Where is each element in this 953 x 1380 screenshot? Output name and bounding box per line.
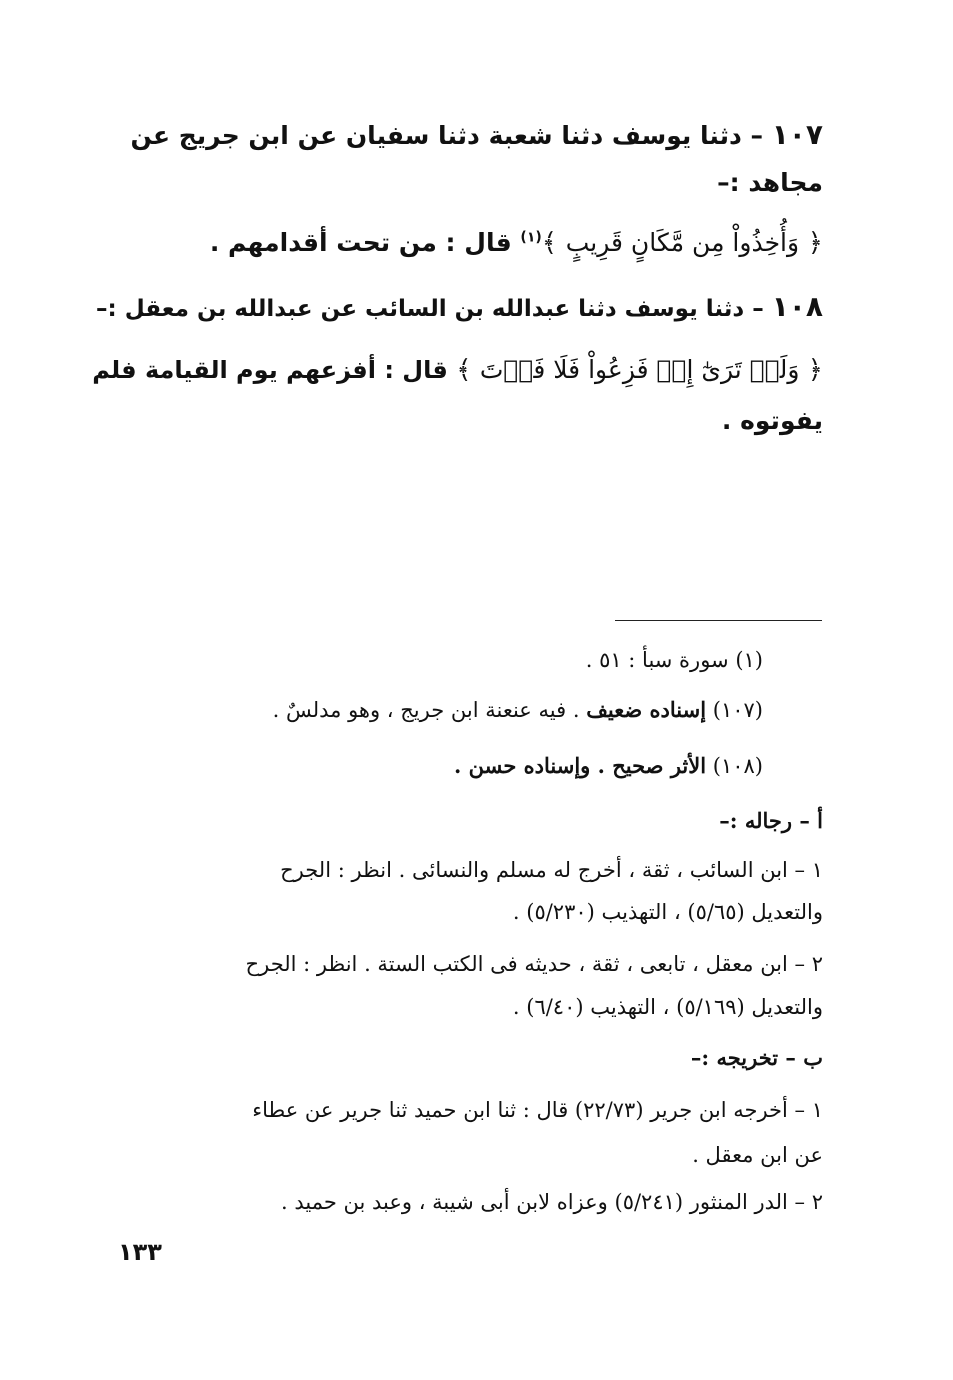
rijal-1-line-1: ١ – ابن السائب ، ثقة ، أخرج له مسلم والنسائى . انظر : الجرح [280,858,823,882]
quran-verse-107: وَأُخِذُواْ مِن مَّكَانٍ قَرِيبٍ [565,228,800,257]
hadith-107-isnad: – دثنا يوسف دثنا شعبة دثنا سفيان عن ابن جريج عن [130,121,763,150]
footnote-107-grade: إسناده ضعيف [586,697,707,722]
quran-verse-108: وَلَوۡ تَرَىٰٓ إِذۡ فَزِعُواْ فَلَا فَوۡتَ [479,355,800,384]
rijal-2-line-1: ٢ – ابن معقل ، تابعى ، ثقة ، حديثه فى الكتب الستة . انظر : الجرح [245,952,823,976]
footnote-107-text: . فيه عنعنة ابن جريج ، وهو مدلسٌ . [272,698,580,722]
hadith-107-commentary: قال : من تحت أقدامهم . [209,228,512,257]
hadith-108-line-3: يفوتوه . [721,406,823,435]
footnote-108-grade: الأثر صحيح . وإسناده حسن . [454,753,707,778]
hadith-107-number: ١٠٧ [771,118,823,151]
rijal-2-line-2: والتعديل (٥/١٦٩) ، التهذيب (٦/٤٠) . [512,995,823,1019]
takhrij-1-line-2: عن ابن معقل . [692,1143,823,1167]
footnote-1: (١) سورة سبأ : ٥١ . [585,648,763,672]
section-b-heading: ب – تخريجه :– [690,1045,823,1070]
footnote-108-number: (١٠٨) [712,754,763,778]
section-a-heading: أ – رجاله :– [719,808,823,833]
ornate-bracket-open-icon: ﴿ [807,228,823,258]
footnote-108 [454,753,763,778]
page-number: ١٣٣ [118,1238,162,1266]
ornate-bracket-close-icon: ﴾ [456,355,472,385]
footnote-107 [273,697,763,722]
hadith-108-line-1 [96,290,823,323]
ornate-bracket-close-icon: ﴾ [541,228,558,258]
ornate-bracket-open-icon: ﴿ [807,355,823,385]
footnote-separator [615,620,822,621]
hadith-108-commentary: قال : أفزعهم يوم القيامة فلم [92,356,448,384]
footnote-107-number: (١٠٧) [712,698,763,722]
hadith-107-quran-line [210,228,823,258]
hadith-107-line-1 [130,118,823,151]
footnote-ref-1: (١) [520,229,542,246]
hadith-108-quran-line [92,355,823,385]
hadith-108-number: ١٠٨ [771,290,823,323]
takhrij-2: ٢ – الدر المنثور (٥/٢٤١) وعزاه لابن أبى شيبة ، وعبد بن حميد . [281,1190,823,1214]
rijal-1-line-2: والتعديل (٥/٦٥) ، التهذيب (٥/٢٣٠) . [512,900,823,924]
takhrij-1-line-1: ١ – أخرجه ابن جرير (٢٢/٧٣) قال : ثنا ابن حميد ثنا جرير عن عطاء [252,1098,823,1122]
hadith-107-line-2: مجاهد :– [717,168,823,197]
hadith-108-isnad: – دثنا يوسف دثنا عبدالله بن السائب عن عبدالله بن معقل :– [96,296,764,322]
